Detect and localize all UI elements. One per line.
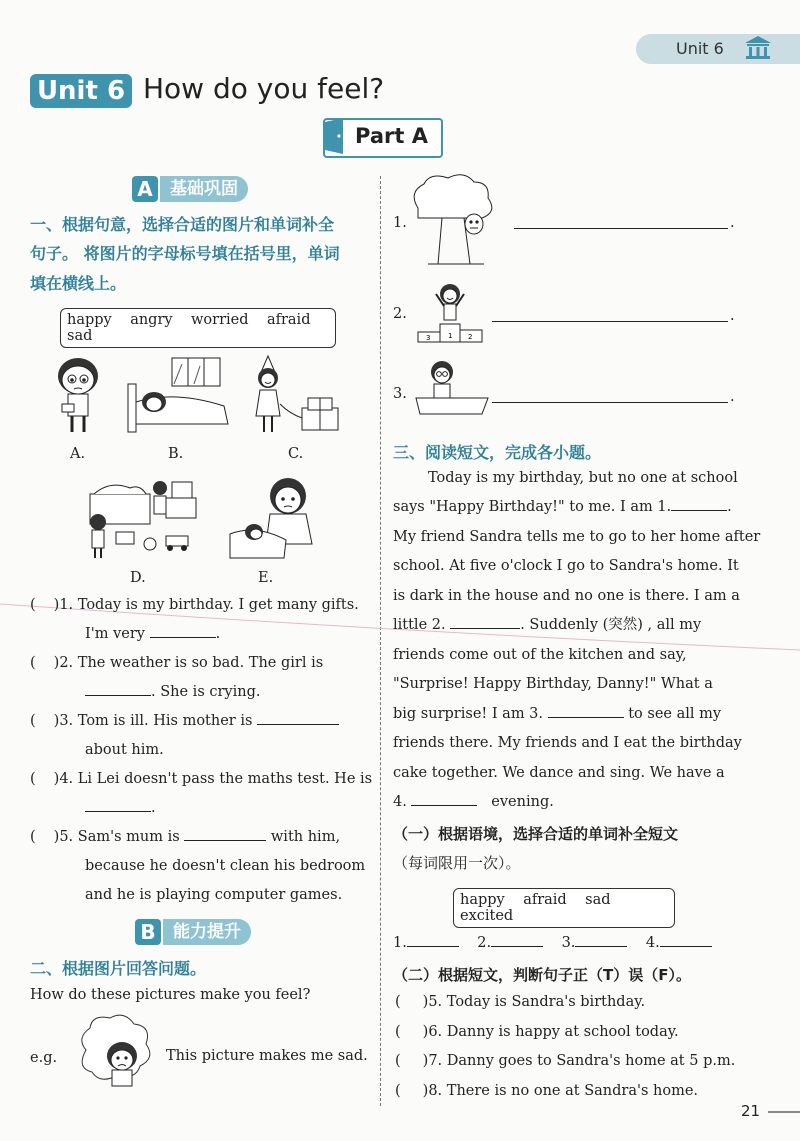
q1-item-5-line2: because he doesn't clean his bedroom (85, 858, 366, 874)
q1-item-3-line2: about him. (85, 742, 164, 758)
q2-title: 二、根据图片回答问题。 (30, 959, 207, 978)
unit-title: How do you feel? (143, 72, 385, 105)
q1-item-4-line2: . (85, 794, 156, 824)
q1-item-5: ( )5. Sam's mum is with him, (30, 823, 375, 853)
picture-label-c: C. (288, 446, 304, 462)
passage-line-7: friends come out of the kitchen and say, (393, 647, 687, 663)
tf-item-7: ( )7. Danny goes to Sandra's home at 5 p.m. (395, 1053, 736, 1069)
picture-2-winner-podium (408, 280, 494, 344)
picture-label-b: B. (168, 446, 184, 462)
example-label: e.g. (30, 1050, 58, 1066)
answer-1-label: 1. (393, 215, 407, 231)
word-bank-1 (60, 308, 336, 348)
picture-label-d: D. (130, 570, 146, 586)
answer-blank[interactable] (257, 710, 339, 725)
example-answer: This picture makes me sad. (166, 1048, 368, 1064)
passage-blank-4[interactable] (411, 791, 477, 806)
passage-line-6: little 2. . Suddenly (突然) , all my (393, 611, 701, 641)
fill-blank-3[interactable] (575, 932, 627, 947)
q1-title-line2: 句子。 将图片的字母标号填在括号里，单词 (30, 244, 340, 263)
q1-item-2-line2: . She is crying. (85, 678, 260, 708)
fill-blank-2[interactable] (491, 932, 543, 947)
passage-line-12: 4. evening. (393, 788, 554, 818)
picture-label-e: E. (258, 570, 274, 586)
word-bank-item: angry (130, 312, 173, 328)
picture-sad-boy-example (66, 1010, 160, 1090)
answer-blank[interactable] (85, 681, 151, 696)
sub1-title: （一）根据语境，选择合适的单词补全短文 (393, 825, 679, 843)
section-b-header (135, 919, 275, 947)
section-a-header (132, 176, 282, 204)
word-bank-item: sad (67, 328, 93, 344)
word-bank-item: worried (191, 312, 249, 328)
answer-blank[interactable] (184, 826, 266, 841)
section-a-letter: A (132, 176, 158, 202)
answer-2-line[interactable] (492, 321, 728, 322)
answer-2-label: 2. (393, 306, 407, 322)
q1-title-line1: 一、根据句意，选择合适的图片和单词补全 (30, 215, 335, 234)
passage-line-5: is dark in the house and no one is there. I am a (393, 588, 740, 604)
word-bank-item: afraid (523, 892, 567, 908)
svg-text:1: 1 (448, 332, 453, 340)
tf-item-5: ( )5. Today is Sandra's birthday. (395, 994, 646, 1010)
picture-e-mother-and-child (226, 474, 320, 560)
fill-blank-1[interactable] (407, 932, 459, 947)
picture-a-worried-boy (50, 354, 110, 438)
svg-text:3: 3 (426, 334, 431, 342)
passage-blank-3[interactable] (548, 703, 624, 718)
temple-icon (744, 34, 772, 60)
sub2-title: （二）根据短文，判断句子正（T）误（F）。 (393, 966, 691, 984)
picture-1-tree-monster (408, 172, 502, 268)
word-bank-item: sad (585, 892, 611, 908)
word-bank-item: excited (460, 908, 514, 924)
section-b-label: 能力提升 (163, 919, 251, 945)
q1-item-4: ( )4. Li Lei doesn't pass the maths test. He is (30, 771, 373, 787)
passage-line-3: My friend Sandra tells me to go to her home after (393, 529, 761, 545)
tf-item-6: ( )6. Danny is happy at school today. (395, 1024, 679, 1040)
passage-line-11: cake together. We dance and sing. We have a (393, 765, 725, 781)
word-bank-item: happy (460, 892, 505, 908)
page-number-rule (768, 1111, 800, 1113)
word-bank-item: happy (67, 312, 112, 328)
unit-badge-text: Unit 6 (36, 76, 126, 106)
word-bank-2 (453, 888, 675, 928)
picture-3-boy-on-bench (414, 358, 490, 420)
q1-item-2: ( )2. The weather is so bad. The girl is (30, 655, 324, 671)
fill-answers: 1. 2. 3. 4. (393, 929, 712, 959)
answer-blank[interactable] (150, 623, 216, 638)
section-b-letter: B (135, 919, 161, 945)
sub1-note: （每词限用一次）。 (393, 854, 521, 872)
answer-3-line[interactable] (492, 402, 728, 403)
picture-b-girl-in-bed (124, 354, 232, 438)
page-number: 21 (741, 1102, 761, 1120)
passage-line-9: big surprise! I am 3. to see all my (393, 700, 721, 730)
q1-item-3: ( )3. Tom is ill. His mother is (30, 707, 370, 737)
unit-tab-label: Unit 6 (676, 39, 724, 58)
passage-blank-1[interactable] (671, 496, 727, 511)
svg-text:2: 2 (468, 333, 473, 341)
q1-title-line3: 填在横线上。 (30, 274, 127, 293)
tf-item-8: ( )8. There is no one at Sandra's home. (395, 1083, 699, 1099)
passage-line-8: "Surprise! Happy Birthday, Danny!" What a (393, 676, 713, 692)
q1-item-1-line2: I'm very . (85, 620, 220, 650)
q1-item-1: ( )1. Today is my birthday. I get many gifts. (30, 597, 359, 613)
answer-blank[interactable] (85, 797, 151, 812)
passage-line-1: Today is my birthday, but no one at school (428, 470, 738, 486)
q1-item-5-line3: and he is playing computer games. (85, 887, 343, 903)
fill-blank-4[interactable] (660, 932, 712, 947)
door-icon (323, 116, 349, 156)
passage-line-2: says "Happy Birthday!" to me. I am 1. . (393, 493, 732, 523)
picture-c-girl-with-gifts (250, 354, 346, 438)
answer-1-line[interactable] (514, 228, 728, 229)
passage-line-10: friends there. My friends and I eat the birthday (393, 735, 742, 751)
word-bank-item: afraid (266, 312, 311, 328)
part-label: Part A (355, 124, 428, 148)
section-a-label: 基础巩固 (160, 176, 248, 202)
q3-title: 三、阅读短文，完成各小题。 (393, 443, 602, 462)
passage-blank-2[interactable] (450, 614, 520, 629)
q2-prompt: How do these pictures make you feel? (30, 987, 311, 1003)
picture-d-messy-bedroom (80, 474, 200, 560)
passage-line-4: school. At five o'clock I go to Sandra's home. It (393, 558, 739, 574)
picture-label-a: A. (70, 446, 86, 462)
answer-3-label: 3. (393, 386, 407, 402)
